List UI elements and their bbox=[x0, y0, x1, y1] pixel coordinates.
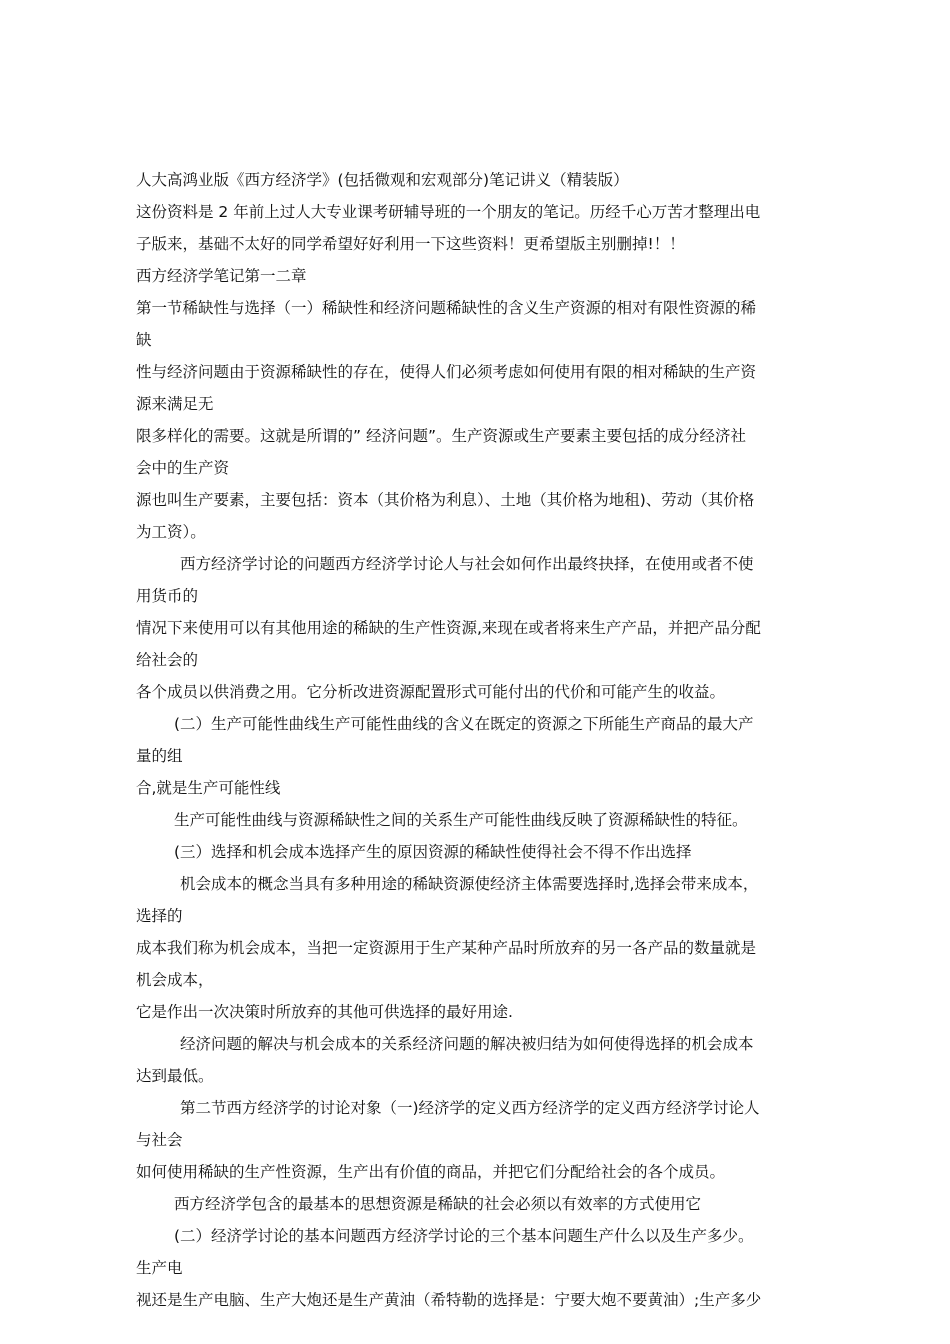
text-line: 子版来，基础不太好的同学希望好好利用一下这些资料！更希望版主别删掉!！！ bbox=[136, 235, 685, 253]
text-line: 用货币的 bbox=[136, 587, 199, 605]
text-line: 成本我们称为机会成本，当把一定资源用于生产某种产品时所放弃的另一各产品的数量就是 bbox=[136, 939, 757, 957]
text-line: 视还是生产电脑、生产大炮还是生产黄油（希特勒的选择是：宁要大炮不要黄油）;生产多少 bbox=[136, 1291, 762, 1309]
text-line: 合,就是生产可能性线 bbox=[136, 779, 281, 797]
document-title: 人大高鸿业版《西方经济学》(包括微观和宏观部分)笔记讲义（精装版） bbox=[136, 171, 629, 189]
text-line: 机会成本的概念当具有多种用途的稀缺资源使经济主体需要选择时,选择会带来成本， bbox=[180, 875, 759, 893]
text-line: (二）生产可能性曲线生产可能性曲线的含义在既定的资源之下所能生产商品的最大产 bbox=[174, 715, 754, 733]
document-body bbox=[136, 164, 816, 1316]
text-line: 选择的 bbox=[136, 907, 183, 925]
text-line: 给社会的 bbox=[136, 651, 199, 669]
text-line: (二）经济学讨论的基本问题西方经济学讨论的三个基本问题生产什么以及生产多少。 bbox=[174, 1227, 754, 1245]
text-line: 这份资料是 2 年前上过人大专业课考研辅导班的一个朋友的笔记。历经千心万苦才整理出电 bbox=[136, 203, 761, 221]
text-line: 机会成本， bbox=[136, 971, 214, 989]
text-line: 西方经济学讨论的问题西方经济学讨论人与社会如何作出最终抉择，在使用或者不使 bbox=[180, 555, 754, 573]
text-line: 各个成员以供消费之用。它分析改进资源配置形式可能付出的代价和可能产生的收益。 bbox=[136, 683, 726, 701]
text-line: 会中的生产资 bbox=[136, 459, 230, 477]
text-line: 生产电 bbox=[136, 1259, 183, 1277]
text-line: 它是作出一次决策时所放弃的其他可供选择的最好用途. bbox=[136, 1003, 513, 1021]
section-heading: 第二节西方经济学的讨论对象（一)经济学的定义西方经济学的定义西方经济学讨论人 bbox=[180, 1099, 760, 1117]
text-line: 量的组 bbox=[136, 747, 183, 765]
text-line: 性与经济问题由于资源稀缺性的存在，使得人们必须考虑如何使用有限的相对稀缺的生产资 bbox=[136, 363, 757, 381]
text-line: 情况下来使用可以有其他用途的稀缺的生产性资源,来现在或者将来生产产品，并把产品分配 bbox=[136, 619, 761, 637]
text-line: 源也叫生产要素，主要包括：资本（其价格为利息）、土地（其价格为地租)、劳动（其价格 bbox=[136, 491, 755, 509]
text-line: 限多样化的需要。这就是所谓的” 经济问题”。生产资源或生产要素主要包括的成分经济社 bbox=[136, 427, 746, 445]
chapter-heading: 西方经济学笔记第一二章 bbox=[136, 267, 307, 285]
text-line: 如何使用稀缺的生产性资源，生产出有价值的商品，并把它们分配给社会的各个成员。 bbox=[136, 1163, 726, 1181]
text-line: 源来满足无 bbox=[136, 395, 214, 413]
text-line: 为工资）。 bbox=[136, 523, 206, 541]
text-line: 缺 bbox=[136, 331, 152, 349]
text-line: 第一节稀缺性与选择（一）稀缺性和经济问题稀缺性的含义生产资源的相对有限性资源的稀 bbox=[136, 299, 757, 317]
text-line: 与社会 bbox=[136, 1131, 183, 1149]
text-line: 西方经济学包含的最基本的思想资源是稀缺的社会必须以有效率的方式使用它 bbox=[174, 1195, 702, 1213]
text-line: (三）选择和机会成本选择产生的原因资源的稀缺性使得社会不得不作出选择 bbox=[174, 843, 692, 861]
text-line: 达到最低。 bbox=[136, 1067, 214, 1085]
text-line: 生产可能性曲线与资源稀缺性之间的关系生产可能性曲线反映了资源稀缺性的特征。 bbox=[174, 811, 748, 829]
text-line: 经济问题的解决与机会成本的关系经济问题的解决被归结为如何使得选择的机会成本 bbox=[180, 1035, 754, 1053]
